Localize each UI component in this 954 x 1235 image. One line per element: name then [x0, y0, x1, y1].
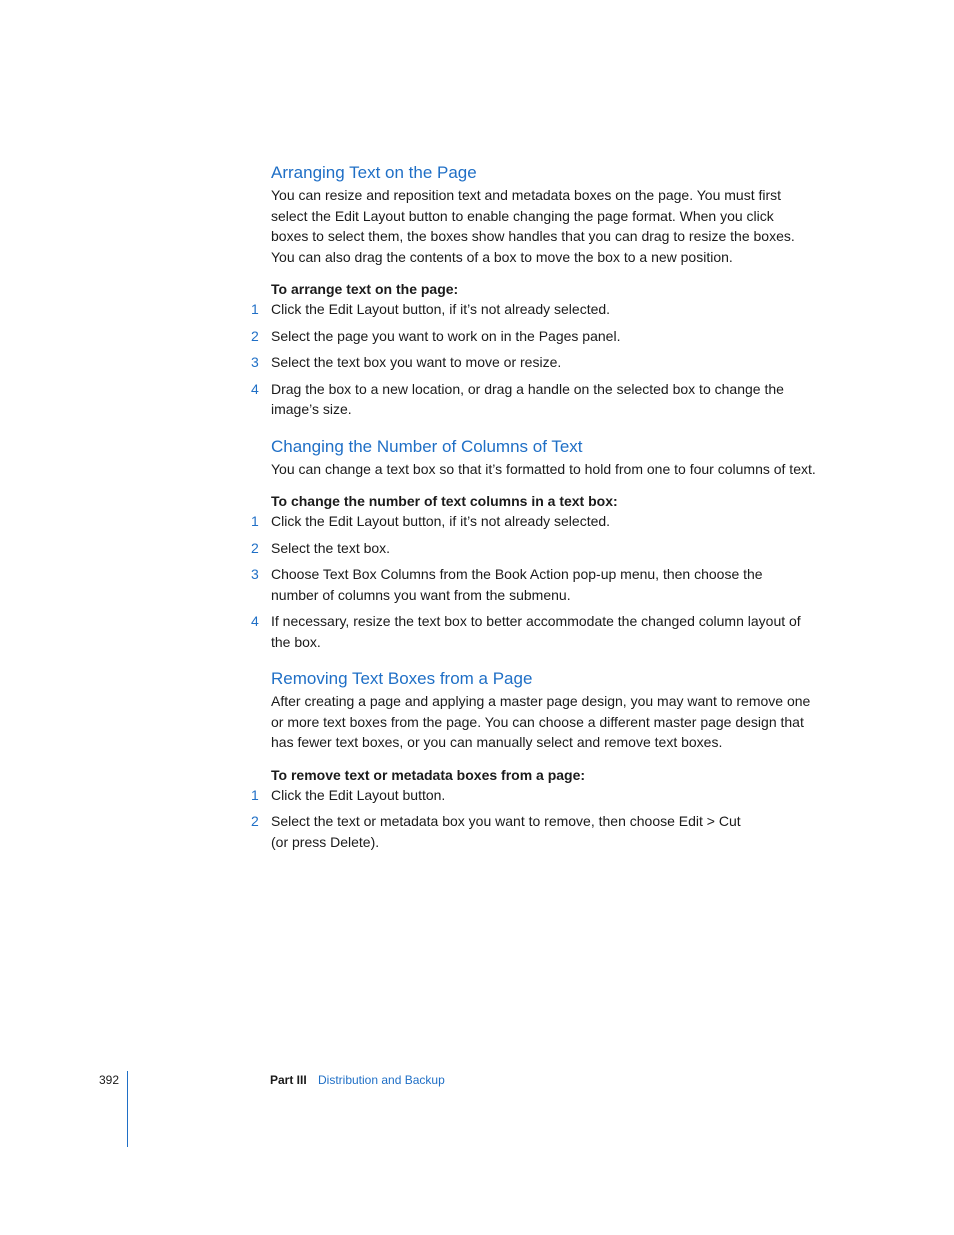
section-title: Arranging Text on the Page — [271, 163, 477, 182]
step-list — [251, 785, 831, 853]
footer-chapter-title: Distribution and Backup — [318, 1073, 445, 1087]
page-number: 392 — [99, 1073, 120, 1087]
step-number: 4 — [251, 613, 259, 629]
section-title: Removing Text Boxes from a Page — [271, 669, 533, 688]
step-list — [251, 299, 831, 420]
task-heading: To remove text or metadata boxes from a page: — [271, 766, 586, 783]
step-number: 3 — [251, 354, 259, 370]
step-number: 1 — [251, 301, 259, 317]
step-number: 2 — [251, 327, 259, 344]
section-intro: After creating a page and applying a master page design, you may want to remove one or more text boxes from the page. You can choose a different master page design that has fewer text boxes, or you can manually select and remove text boxes. — [271, 693, 811, 750]
step-number: 3 — [251, 566, 259, 582]
task-heading: To arrange text on the page: — [271, 281, 459, 297]
page-footer — [0, 1068, 954, 1148]
step-number: 2 — [251, 539, 259, 556]
step-item: 1 Click the Edit Layout button, if it’s not already selected. — [271, 511, 831, 532]
step-item: 3 Choose Text Box Columns from the Book Action pop-up menu, then choose the number of columns you want from the submenu. — [251, 566, 763, 603]
step-number: 2 — [251, 813, 259, 829]
step-item: 2 Select the text or metadata box you want to remove, then choose Edit > Cut (or press Delete). — [251, 813, 741, 850]
section-title: Changing the Number of Columns of Text — [271, 436, 583, 456]
footer-part-label: Part III — [270, 1073, 307, 1087]
section-intro: You can resize and reposition text and metadata boxes on the page. You must first select the Edit Layout button to enable changing the page format. When you click boxes to select them, the boxes show handles that you can drag to resize the boxes. You can also drag the contents of a box to move the box to a new position. — [271, 187, 795, 265]
footer-divider — [127, 1071, 128, 1147]
step-item: 2 Select the page you want to work on in the Pages panel. — [271, 326, 831, 347]
step-item: 3 Select the text box you want to move or resize. — [271, 352, 831, 373]
step-number: 4 — [251, 380, 259, 397]
step-item: 1 Click the Edit Layout button, if it’s not already selected. — [271, 299, 831, 320]
step-item: 1 Click the Edit Layout button. — [271, 785, 831, 806]
step-number: 1 — [251, 513, 259, 529]
step-item: 2 Select the text box. — [271, 538, 831, 559]
document-body — [251, 162, 831, 868]
section-arranging-text — [251, 162, 831, 420]
section-changing-columns — [251, 436, 831, 653]
step-item: 4 If necessary, resize the text box to better accommodate the changed column layout of the box. — [251, 613, 801, 650]
step-number: 1 — [251, 786, 259, 803]
step-list — [251, 511, 831, 652]
step-item: 4 Drag the box to a new location, or drag a handle on the selected box to change the image’s size. — [251, 380, 784, 417]
section-intro: You can change a text box so that it’s formatted to hold from one to four columns of text. — [271, 460, 816, 477]
task-heading: To change the number of text columns in a text box: — [271, 493, 618, 509]
section-removing-text-boxes — [251, 668, 831, 852]
